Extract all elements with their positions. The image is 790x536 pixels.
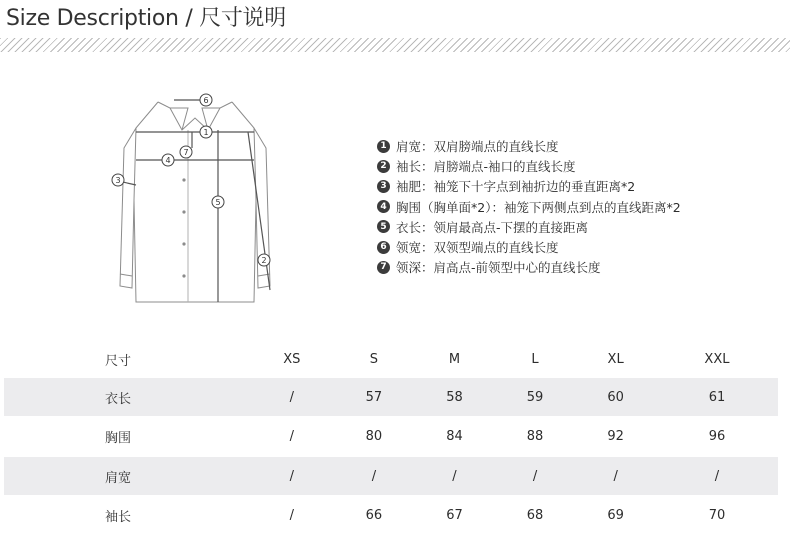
measurement-legend: [377, 136, 681, 277]
table-cell: /: [250, 457, 334, 495]
row-label: 袖长: [105, 510, 132, 525]
column-header: XS: [283, 351, 301, 367]
row-label: 胸围: [105, 431, 132, 446]
marker-3: 3: [115, 176, 121, 185]
table-cell: /: [495, 457, 576, 495]
column-header: 尺寸: [105, 353, 132, 369]
table-cell: 66: [365, 508, 383, 523]
table-cell: 60: [575, 378, 656, 416]
table-cell: 96: [708, 429, 726, 444]
table-cell: /: [289, 508, 294, 523]
marker-1: 1: [203, 128, 209, 137]
legend-item: [377, 136, 681, 156]
marker-6: 6: [203, 96, 209, 105]
number-badge-icon: 4: [377, 200, 390, 213]
row-label: 衣长: [4, 378, 250, 416]
table-cell: /: [656, 457, 778, 495]
page-title: Size Description / 尺寸说明: [6, 6, 286, 31]
table-row: [4, 457, 778, 495]
legend-item: [377, 237, 681, 257]
column-header: M: [448, 351, 461, 367]
table-cell: 58: [414, 378, 495, 416]
table-cell: /: [414, 457, 495, 495]
legend-text: 领宽：双领型端点的直线长度: [396, 240, 559, 256]
legend-text: 袖长：肩膀端点-袖口的直线长度: [396, 159, 576, 175]
table-cell: 57: [334, 378, 415, 416]
table-cell: 80: [365, 429, 383, 444]
table-cell: 69: [607, 508, 624, 523]
number-badge-icon: 7: [377, 261, 390, 274]
legend-text: 胸围（胸单面*2）：袖笼下两侧点到点的直线距离*2: [396, 199, 681, 215]
table-cell: 68: [526, 508, 544, 523]
table-row: [4, 416, 778, 457]
legend-item: [377, 257, 681, 277]
row-label: 肩宽: [4, 457, 250, 495]
legend-text: 衣长：领肩最高点-下摆的直接距离: [396, 219, 589, 235]
table-cell: /: [250, 378, 334, 416]
table-cell: 92: [607, 429, 624, 444]
table-cell: 59: [495, 378, 576, 416]
table-cell: 88: [526, 429, 544, 444]
number-badge-icon: 5: [377, 220, 390, 233]
column-header: S: [369, 351, 379, 367]
diagram-markers: [112, 94, 270, 266]
column-header: XL: [607, 351, 624, 367]
marker-7: 7: [183, 148, 189, 157]
table-cell: 84: [446, 429, 463, 444]
table-row: [4, 495, 778, 536]
legend-text: 袖肥：袖笼下十字点到袖折边的垂直距离*2: [396, 179, 636, 195]
legend-text: 领深：肩高点-前领型中心的直线长度: [396, 260, 601, 276]
table-cell: 70: [708, 508, 726, 523]
table-cell: /: [334, 457, 415, 495]
table-cell: /: [575, 457, 656, 495]
table-cell: 61: [656, 378, 778, 416]
legend-item: [377, 217, 681, 237]
table-cell: /: [289, 429, 294, 444]
legend-item: [377, 176, 681, 196]
marker-5: 5: [215, 198, 221, 207]
marker-4: 4: [165, 156, 171, 165]
column-header: XXL: [704, 351, 730, 367]
hatch-divider: [0, 38, 790, 52]
number-badge-icon: 1: [377, 140, 390, 153]
number-badge-icon: 6: [377, 241, 390, 254]
marker-2: 2: [261, 256, 267, 265]
legend-item: [377, 156, 681, 176]
table-row: [4, 378, 778, 416]
shirt-diagram: [100, 90, 290, 305]
column-header: L: [531, 351, 539, 367]
number-badge-icon: 3: [377, 180, 390, 193]
legend-text: 肩宽：双肩膀端点的直线长度: [396, 139, 559, 155]
table-cell: 67: [446, 508, 463, 523]
number-badge-icon: 2: [377, 160, 390, 173]
table-header-row: [4, 340, 778, 378]
size-table: [4, 340, 778, 536]
legend-item: [377, 197, 681, 217]
